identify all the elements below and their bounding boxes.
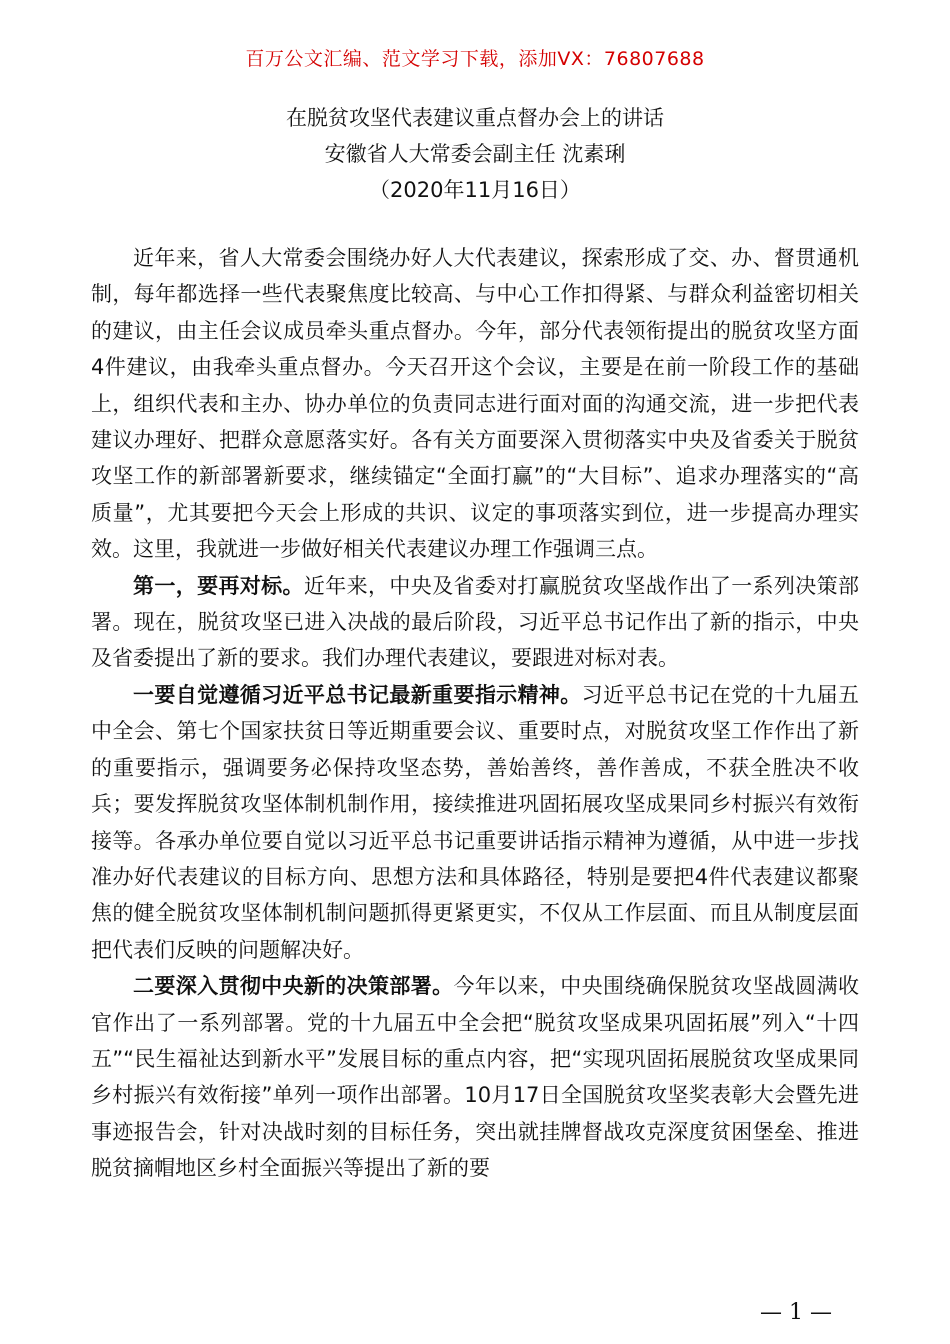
paragraph-lead: 一要自觉遵循习近平总书记最新重要指示精神。 — [133, 682, 582, 707]
paragraph — [91, 677, 859, 968]
paragraph-text: 习近平总书记在党的十九届五中全会、第七个国家扶贫日等近期重要会议、重要时点，对脱贫攻坚工作作出了新的重要指示，强调要务必保持攻坚态势，善始善终，善作善成，不获全胜决不收兵；要发挥脱贫攻坚体制机制作用，接续推进巩固拓展攻坚成果同乡村振兴有效衔接等。各承办单位要自觉以习近平总书记重要讲话指示精神为遵循，从中进一步找准办好代表建议的目标方向、思想方法和具体路径，特别是要把4件代表建议都聚焦的健全脱贫攻坚体制机制问题抓得更紧更实，不仅从工作层面、而且从制度层面把代表们反映的问题解决好。 — [91, 682, 860, 962]
speech-body — [91, 240, 859, 1187]
speech-date: （2020年11月16日） — [369, 178, 581, 202]
paragraph-text: 近年来，中央及省委对打赢脱贫攻坚战作出了一系列决策部署。现在，脱贫攻坚已进入决战的最后阶段，习近平总书记作出了新的指示，中央及省委提出了新的要求。我们办理代表建议，要跟进对标对表。 — [91, 573, 860, 671]
title-block — [0, 100, 950, 208]
paragraph-lead: 二要深入贯彻中央新的决策部署。 — [133, 974, 454, 999]
paragraph-lead: 第一，要再对标。 — [133, 573, 304, 598]
speech-title: 在脱贫攻坚代表建议重点督办会上的讲话 — [286, 106, 664, 130]
paragraph — [91, 968, 859, 1186]
paragraph — [91, 240, 859, 568]
speaker-line: 安徽省人大常委会副主任 沈素琍 — [324, 142, 626, 166]
page-number: — 1 — — [760, 1300, 832, 1325]
watermark: 百万公文汇编、范文学习下载，添加VX：76807688 — [245, 48, 705, 70]
paragraph — [91, 568, 859, 677]
paragraph-text: 今年以来，中央围绕确保脱贫攻坚战圆满收官作出了一系列部署。党的十九届五中全会把“脱贫攻坚成果巩固拓展”列入“十四五”“民生福祉达到新水平”发展目标的重点内容，把“实现巩固拓展脱贫攻坚成果同乡村振兴有效衔接”单列一项作出部署。10月17日全国脱贫攻坚奖表彰大会暨先进事迹报告会，针对决战时刻的目标任务，突出就挂牌督战攻克深度贫困堡垒、推进脱贫摘帽地区乡村全面振兴等提出了新的要 — [91, 974, 859, 1181]
paragraph-text: 近年来，省人大常委会围绕办好人大代表建议，探索形成了交、办、督贯通机制，每年都选择一些代表聚焦度比较高、与中心工作扣得紧、与群众利益密切相关的建议，由主任会议成员牵头重点督办。今年，部分代表领衔提出的脱贫攻坚方面4件建议，由我牵头重点督办。今天召开这个会议，主要是在前一阶段工作的基础上，组织代表和主办、协办单位的负责同志进行面对面的沟通交流，进一步把代表建议办理好、把群众意愿落实好。各有关方面要深入贯彻落实中央及省委关于脱贫攻坚工作的新部署新要求，继续锚定“全面打赢”的“大目标”、追求办理落实的“高质量”，尤其要把今天会上形成的共识、议定的事项落实到位，进一步提高办理实效。这里，我就进一步做好相关代表建议办理工作强调三点。 — [91, 246, 859, 562]
